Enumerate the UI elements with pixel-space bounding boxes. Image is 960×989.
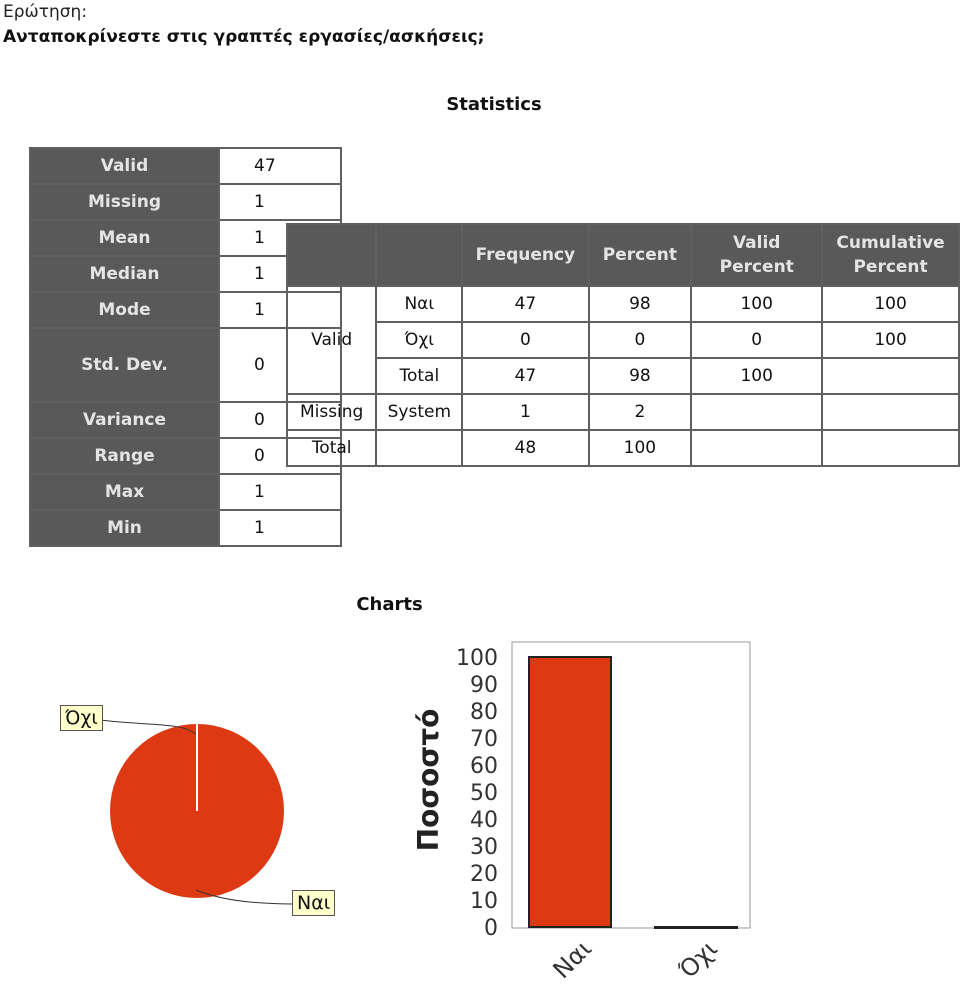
group-total: Total	[287, 430, 376, 466]
table-row-missing	[287, 394, 959, 430]
stat-value: 0	[219, 328, 341, 402]
cell-category: Ναι	[376, 286, 462, 322]
y-tick-label: 90	[470, 673, 498, 698]
bar-chart	[400, 630, 760, 985]
stat-label: Range	[30, 438, 219, 474]
cell-frequency: 47	[462, 286, 588, 322]
y-tick-label: 10	[470, 889, 498, 914]
cell-percent: 100	[589, 430, 692, 466]
bar-nai	[529, 657, 611, 927]
header-blank	[376, 224, 462, 286]
table-row	[287, 358, 959, 394]
y-tick-label: 0	[484, 916, 498, 941]
stat-value: 0	[219, 402, 341, 438]
y-tick-label: 40	[470, 808, 498, 833]
cell-frequency: 48	[462, 430, 588, 466]
question-label: Ερώτηση:	[3, 2, 88, 22]
statistics-heading: Statistics	[446, 94, 542, 115]
cell-category: System	[376, 394, 462, 430]
pie-label-nai: Ναι	[292, 890, 335, 916]
header-cumulative-percent: Cumulative Percent	[822, 224, 959, 286]
stat-value: 1	[219, 292, 341, 328]
cell-empty	[691, 394, 822, 430]
y-tick-label: 60	[470, 754, 498, 779]
x-tick-label: Ναι	[547, 934, 598, 985]
stat-label: Missing	[30, 184, 219, 220]
y-tick-label: 50	[470, 781, 498, 806]
cell-percent: 0	[589, 322, 692, 358]
y-tick-label: 70	[470, 727, 498, 752]
stat-label: Median	[30, 256, 219, 292]
cell-category: Total	[376, 358, 462, 394]
cell-frequency: 0	[462, 322, 588, 358]
y-tick-label: 20	[470, 862, 498, 887]
cell-frequency: 47	[462, 358, 588, 394]
y-tick-label: 100	[456, 646, 498, 671]
table-row	[287, 322, 959, 358]
stat-label: Variance	[30, 402, 219, 438]
group-valid: Valid	[287, 286, 376, 394]
question-text: Ανταποκρίνεστε στις γραπτές εργασίες/ασκήσεις;	[3, 27, 485, 47]
stat-label: Valid	[30, 148, 219, 184]
stat-value: 0	[219, 438, 341, 474]
stat-row-missing	[30, 184, 341, 220]
stat-row-min	[30, 510, 341, 546]
frequency-table	[286, 223, 960, 467]
cell-empty	[376, 430, 462, 466]
cell-cumulative-percent	[822, 358, 959, 394]
charts-heading: Charts	[356, 594, 423, 615]
table-row	[287, 286, 959, 322]
stat-value: 1	[219, 220, 341, 256]
header-valid-percent: Valid Percent	[691, 224, 822, 286]
cell-percent: 2	[589, 394, 692, 430]
group-missing: Missing	[287, 394, 376, 430]
stat-label: Mean	[30, 220, 219, 256]
header-frequency: Frequency	[462, 224, 588, 286]
y-tick-label: 80	[470, 700, 498, 725]
stat-row-max	[30, 474, 341, 510]
bar-ochi	[655, 927, 737, 928]
pie-label-ochi: Όχι	[60, 705, 103, 731]
stat-value: 1	[219, 474, 341, 510]
cell-empty	[822, 430, 959, 466]
cell-percent: 98	[589, 286, 692, 322]
cell-empty	[822, 394, 959, 430]
x-tick-label: Όχι	[673, 934, 723, 984]
cell-cumulative-percent: 100	[822, 322, 959, 358]
stat-value: 1	[219, 184, 341, 220]
cell-empty	[691, 430, 822, 466]
stat-value: 47	[219, 148, 341, 184]
cell-category: Όχι	[376, 322, 462, 358]
header-blank	[287, 224, 376, 286]
stat-label: Min	[30, 510, 219, 546]
cell-valid-percent: 100	[691, 358, 822, 394]
cell-frequency: 1	[462, 394, 588, 430]
stat-label: Std. Dev.	[30, 328, 219, 402]
frequency-header-row	[287, 224, 959, 286]
y-axis-label: Ποσοστό	[412, 708, 445, 852]
header-percent: Percent	[589, 224, 692, 286]
stat-value: 1	[219, 510, 341, 546]
y-tick-label: 30	[470, 835, 498, 860]
cell-valid-percent: 100	[691, 286, 822, 322]
cell-percent: 98	[589, 358, 692, 394]
stat-value: 1	[219, 256, 341, 292]
cell-valid-percent: 0	[691, 322, 822, 358]
stat-label: Mode	[30, 292, 219, 328]
stat-label: Max	[30, 474, 219, 510]
cell-cumulative-percent: 100	[822, 286, 959, 322]
table-row-total	[287, 430, 959, 466]
stat-row-valid	[30, 148, 341, 184]
